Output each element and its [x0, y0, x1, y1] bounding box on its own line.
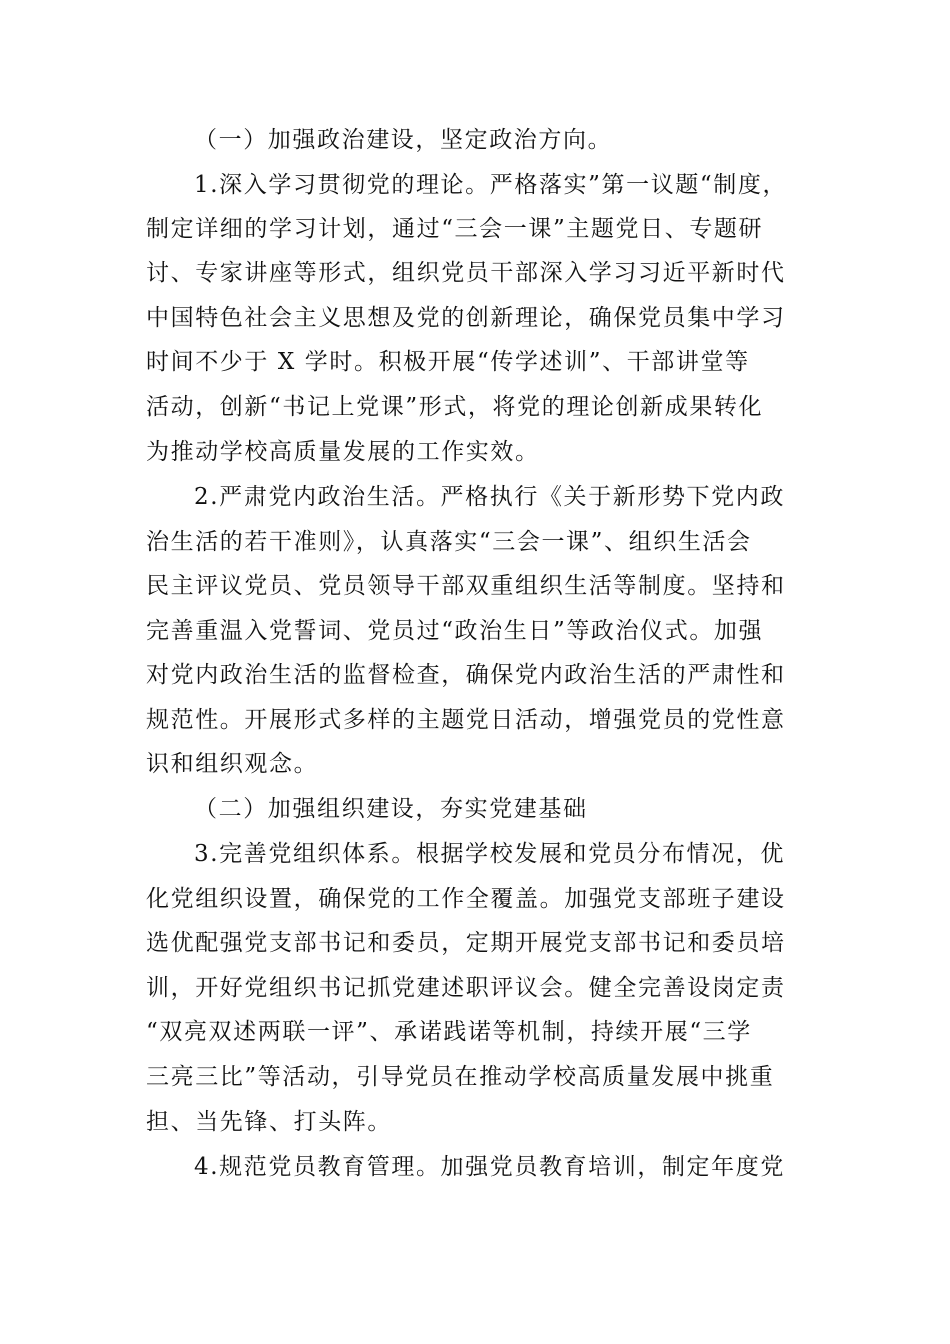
paragraph-3-line-2: 化党组织设置，确保党的工作全覆盖。加强党支部班子建设 [146, 886, 786, 912]
paragraph-1-line-4: 中国特色社会主义思想及党的创新理论，确保党员集中学习 [146, 305, 786, 331]
paragraph-1-line-7: 为推动学校高质量发展的工作实效。 [146, 439, 540, 465]
paragraph-3-line-3: 选优配强党支部书记和委员，定期开展党支部书记和委员培 [146, 930, 786, 956]
paragraph-4-line-1: 4.规范党员教育管理。加强党员教育培训，制定年度党 [194, 1154, 785, 1180]
section-heading-2: （二）加强组织建设，夯实党建基础 [194, 796, 588, 822]
paragraph-2-line-5: 对党内政治生活的监督检查，确保党内政治生活的严肃性和 [146, 662, 786, 688]
paragraph-2-line-6: 规范性。开展形式多样的主题党日活动，增强党员的党性意 [146, 707, 786, 733]
paragraph-2-line-3: 民主评议党员、党员领导干部双重组织生活等制度。坚持和 [146, 573, 786, 599]
paragraph-1-line-1: 1.深入学习贯彻党的理论。严格落实”第一议题“制度， [194, 172, 788, 198]
section-heading-1: （一）加强政治建设，坚定政治方向。 [194, 127, 613, 153]
paragraph-3-line-7: 担、当先锋、打头阵。 [146, 1109, 392, 1135]
paragraph-2-line-2: 治生活的若干准则》，认真落实“三会一课”、组织生活会 [146, 529, 752, 555]
paragraph-1-line-2: 制定详细的学习计划，通过“三会一课”主题党日、专题研 [146, 216, 764, 242]
paragraph-1-line-5: 时间不少于 X 学时。积极开展“传学述训”、干部讲堂等 [146, 349, 750, 375]
paragraph-2-line-7: 识和组织观念。 [146, 751, 319, 777]
paragraph-3-line-4: 训，开好党组织书记抓党建述职评议会。健全完善设岗定责 [146, 975, 786, 1001]
paragraph-3-line-5: “双亮双述两联一评”、承诺践诺等机制，持续开展“三学 [146, 1019, 752, 1045]
paragraph-3-line-1: 3.完善党组织体系。根据学校发展和党员分布情况，优 [194, 841, 785, 867]
paragraph-2-line-1: 2.严肃党内政治生活。严格执行《关于新形势下党内政 [194, 484, 785, 510]
paragraph-1-line-3: 讨、专家讲座等形式，组织党员干部深入学习习近平新时代 [146, 260, 786, 286]
paragraph-3-line-6: 三亮三比”等活动，引导党员在推动学校高质量发展中挑重 [146, 1064, 775, 1090]
paragraph-1-line-6: 活动，创新“书记上党课”形式，将党的理论创新成果转化 [146, 394, 764, 420]
paragraph-2-line-4: 完善重温入党誓词、党员过“政治生日”等政治仪式。加强 [146, 618, 764, 644]
